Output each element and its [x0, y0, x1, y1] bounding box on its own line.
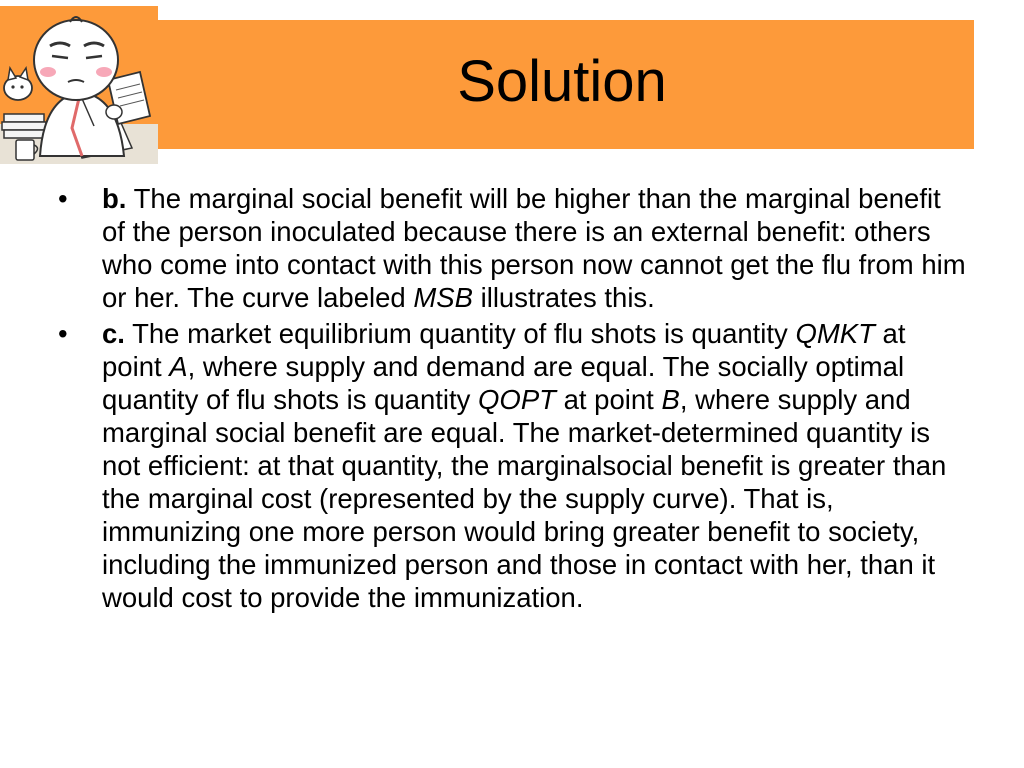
bullet-text-segment: , where supply and demand are equal. The socially optimal quantity of flu shots is quantity [102, 351, 905, 415]
term-qmkt: QMKT [795, 318, 875, 349]
term-msb: MSB [413, 282, 473, 313]
bullet-label: c. [102, 318, 125, 349]
term-point-a: A [169, 351, 188, 382]
bullet-marker: • [58, 183, 68, 214]
bullet-text-segment: at point [102, 318, 906, 382]
bullet-text-segment: The market equilibrium quantity of flu shots is quantity [124, 318, 796, 349]
slide-title: Solution [457, 49, 667, 114]
bullet-item-c [56, 317, 966, 614]
term-point-b: B [661, 384, 680, 415]
bullet-text-segment: at point [555, 384, 662, 415]
term-qopt: QOPT [478, 384, 556, 415]
bullet-text-segment: The marginal social benefit will be higher than the marginal benefit of the person inoculated because there is an external benefit: others who come into contact with this person now cannot get the flu from him or her. The curve labeled [102, 183, 966, 313]
bullet-text-segment: , where supply and marginal social benefit are equal. The market-determined quantity is not efficient: at that quantity, the marginalsocial benefit is greater than the marginal cost (represented by the supply curve). That is, immunizing one more person would bring greater benefit to society, including the immunized person and those in contact with her, than it would cost to provide the immunization. [102, 384, 947, 613]
slide-body [56, 182, 966, 617]
bullet-marker: • [58, 318, 68, 349]
bullet-item-b [56, 182, 966, 314]
bullet-text [102, 317, 966, 614]
cartoon-student-studying-illustration [0, 6, 158, 164]
bullet-text-segment: illustrates this. [472, 282, 655, 313]
bullet-text [102, 182, 966, 314]
bullet-label: b. [102, 183, 127, 214]
